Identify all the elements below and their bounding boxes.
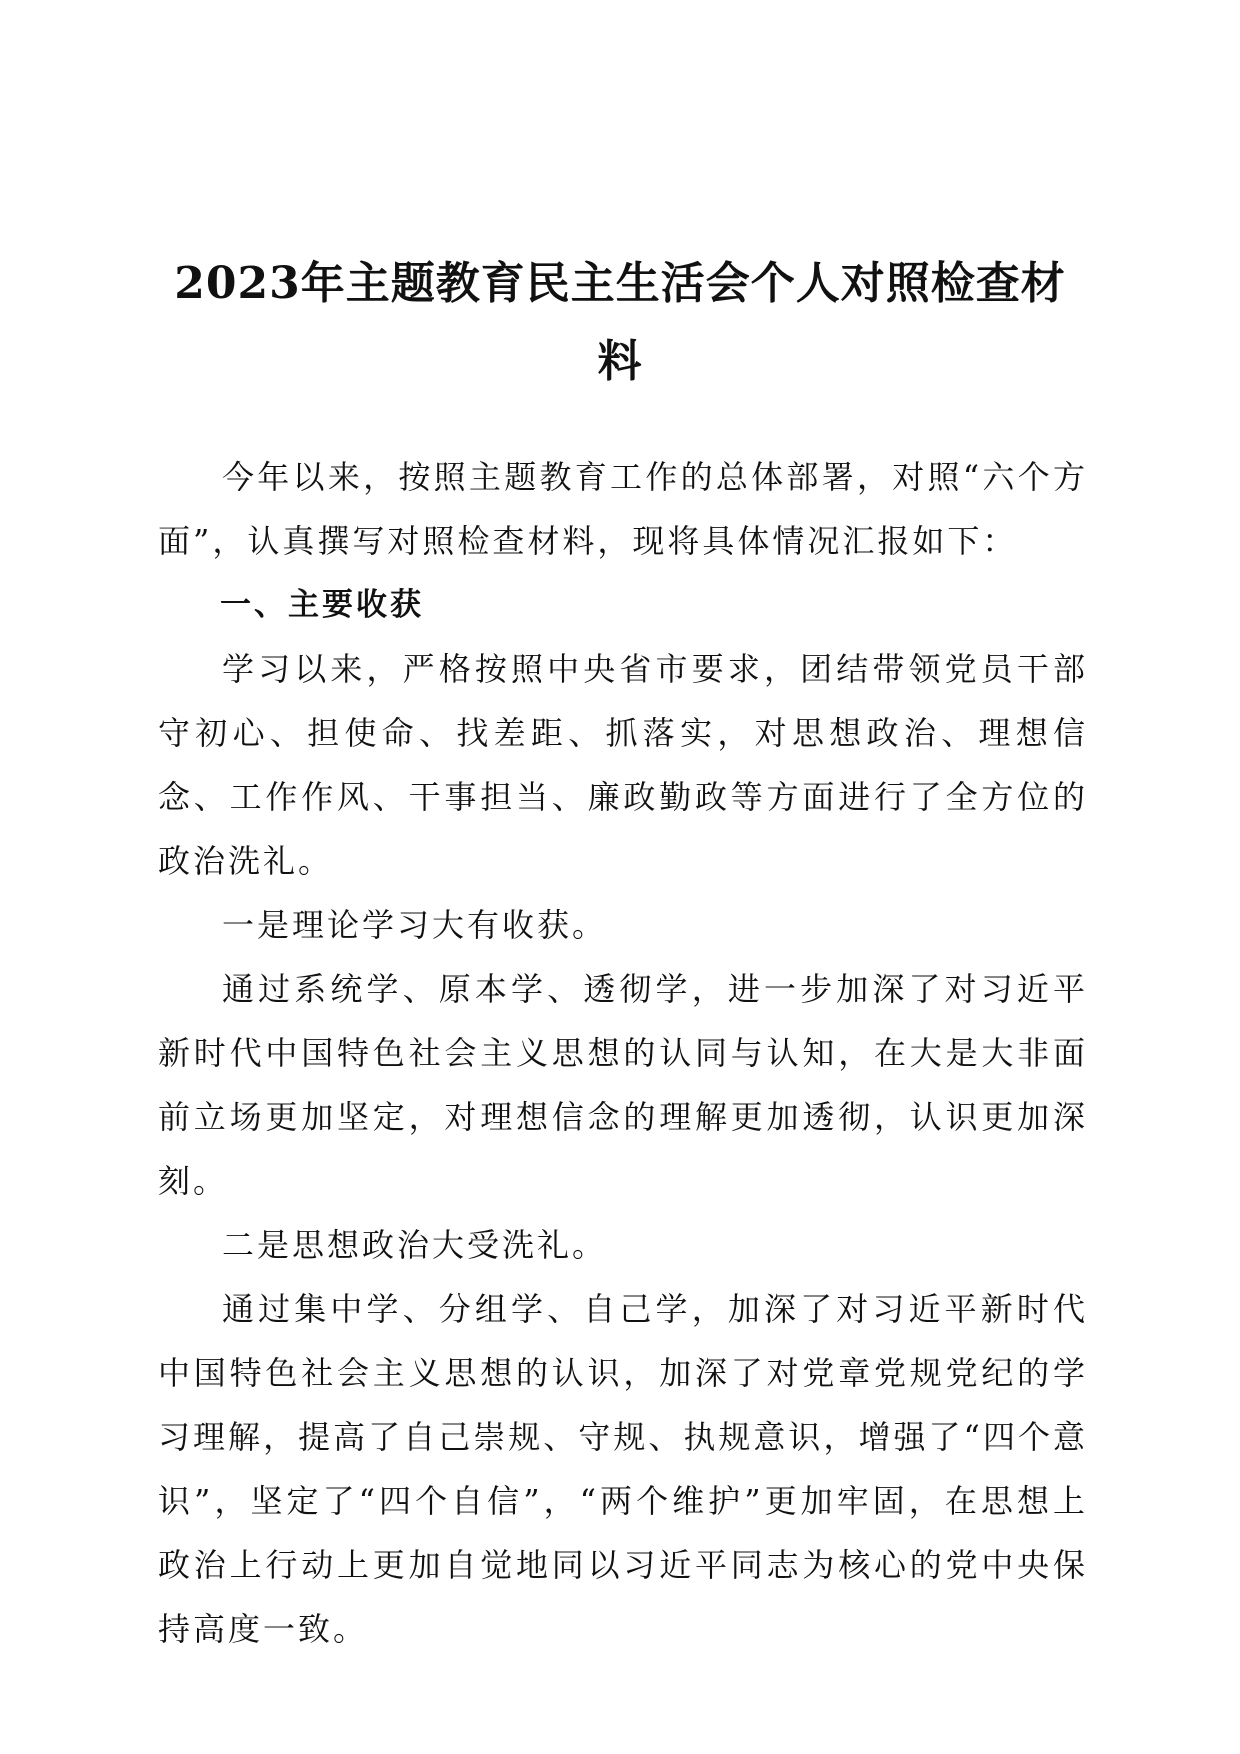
- theory-study-paragraph: 通过系统学、原本学、透彻学，进一步加深了对习近平新时代中国特色社会主义思想的认同与认知，在大是大非面前立场更加坚定，对理想信念的理解更加透彻，认识更加深刻。: [158, 970, 1088, 1200]
- document-body: [158, 445, 1088, 1661]
- intro-paragraph: 今年以来，按照主题教育工作的总体部署，对照“六个方面”，认真撰写对照检查材料，现将具体情况汇报如下：: [158, 458, 1088, 560]
- gains-summary-paragraph: 学习以来，严格按照中央省市要求，团结带领党员干部守初心、担使命、找差距、抓落实，对思想政治、理想信念、工作作风、干事担当、廉政勤政等方面进行了全方位的政治洗礼。: [158, 650, 1088, 880]
- section-heading-main-gains: 一、主要收获: [220, 587, 424, 623]
- political-thought-paragraph: 通过集中学、分组学、自己学，加深了对习近平新时代中国特色社会主义思想的认识，加深了对党章党规党纪的学习理解，提高了自己崇规、守规、执规意识，增强了“四个意识”，坚定了“四个自信”，“两个维护”更加牢固，在思想上政治上行动上更加自觉地同以习近平同志为核心的党中央保持高度一致。: [158, 1290, 1088, 1648]
- title-line-1: 2023年主题教育民主生活会个人对照检查材: [174, 258, 1066, 309]
- document-title: [150, 245, 1090, 401]
- subheading-theory-study: 一是理论学习大有收获。: [222, 906, 608, 944]
- subheading-political-thought: 二是思想政治大受洗礼。: [222, 1226, 608, 1264]
- title-line-2: 料: [597, 336, 643, 387]
